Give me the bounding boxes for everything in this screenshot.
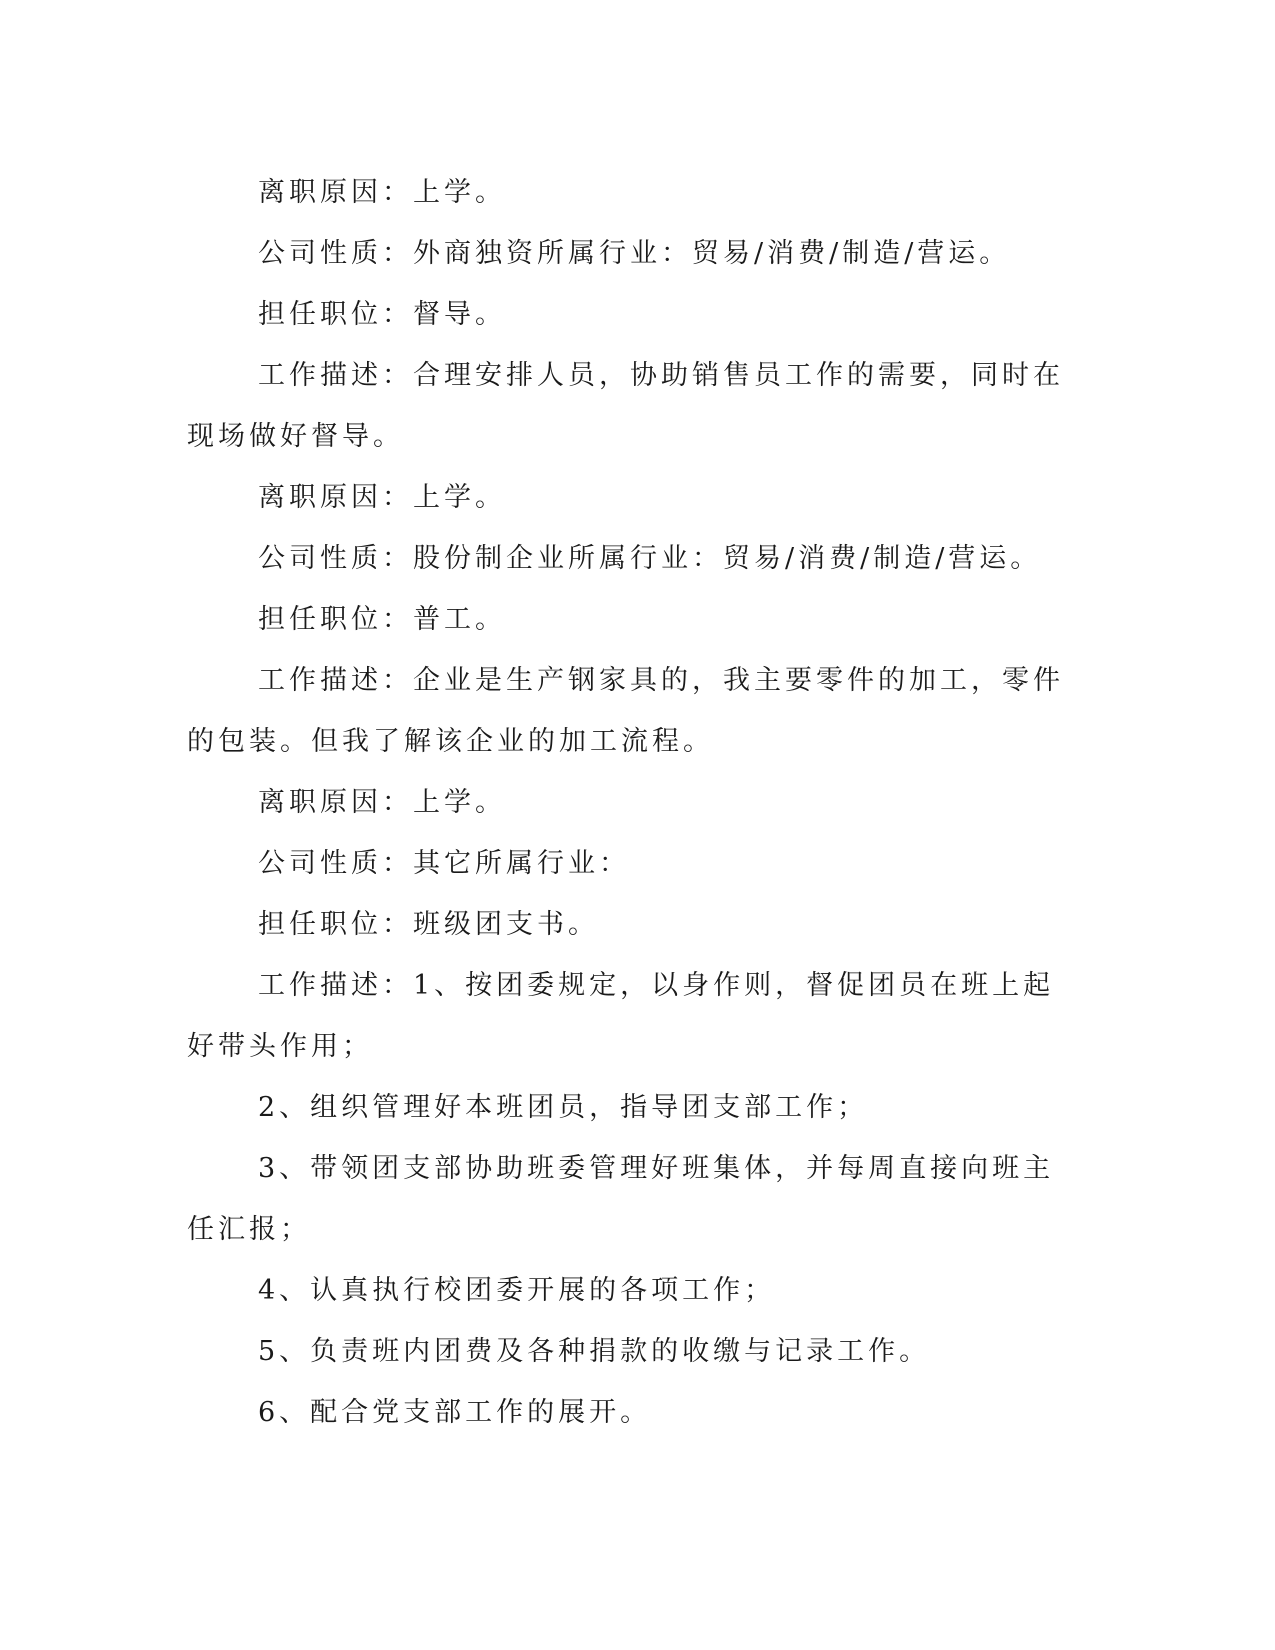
duty-item-2: 2、组织管理好本班团员，指导团支部工作； [258, 1092, 869, 1123]
duty-item-4: 4、认真执行校团委开展的各项工作； [258, 1275, 776, 1306]
resume-line-reason-1: 离职原因：上学。 [258, 177, 506, 208]
resume-line-reason-2: 离职原因：上学。 [258, 482, 506, 513]
resume-line-description-1: 工作描述：合理安排人员，协助销售员工作的需要，同时在现场做好督导。 [187, 360, 1064, 452]
resume-line-company-2: 公司性质：股份制企业所属行业：贸易/消费/制造/营运。 [258, 543, 1042, 574]
duty-item-3: 3、带领团支部协助班委管理好班集体，并每周直接向班主任汇报； [187, 1153, 1055, 1245]
resume-line-company-3: 公司性质：其它所属行业： [258, 848, 630, 879]
duty-item-6: 6、配合党支部工作的展开。 [258, 1397, 652, 1428]
duty-item-5: 5、负责班内团费及各种捐款的收缴与记录工作。 [258, 1336, 931, 1367]
resume-line-position-3: 担任职位：班级团支书。 [258, 909, 599, 940]
resume-line-position-1: 担任职位：督导。 [258, 299, 506, 330]
resume-line-description-2: 工作描述：企业是生产钢家具的，我主要零件的加工，零件的包装。但我了解该企业的加工流程。 [187, 665, 1064, 757]
resume-line-description-3: 工作描述：1、按团委规定，以身作则，督促团员在班上起好带头作用； [187, 970, 1055, 1062]
resume-line-company-1: 公司性质：外商独资所属行业：贸易/消费/制造/营运。 [258, 238, 1011, 269]
resume-line-position-2: 担任职位：普工。 [258, 604, 506, 635]
resume-line-reason-3: 离职原因：上学。 [258, 787, 506, 818]
document-body [187, 162, 1067, 1443]
